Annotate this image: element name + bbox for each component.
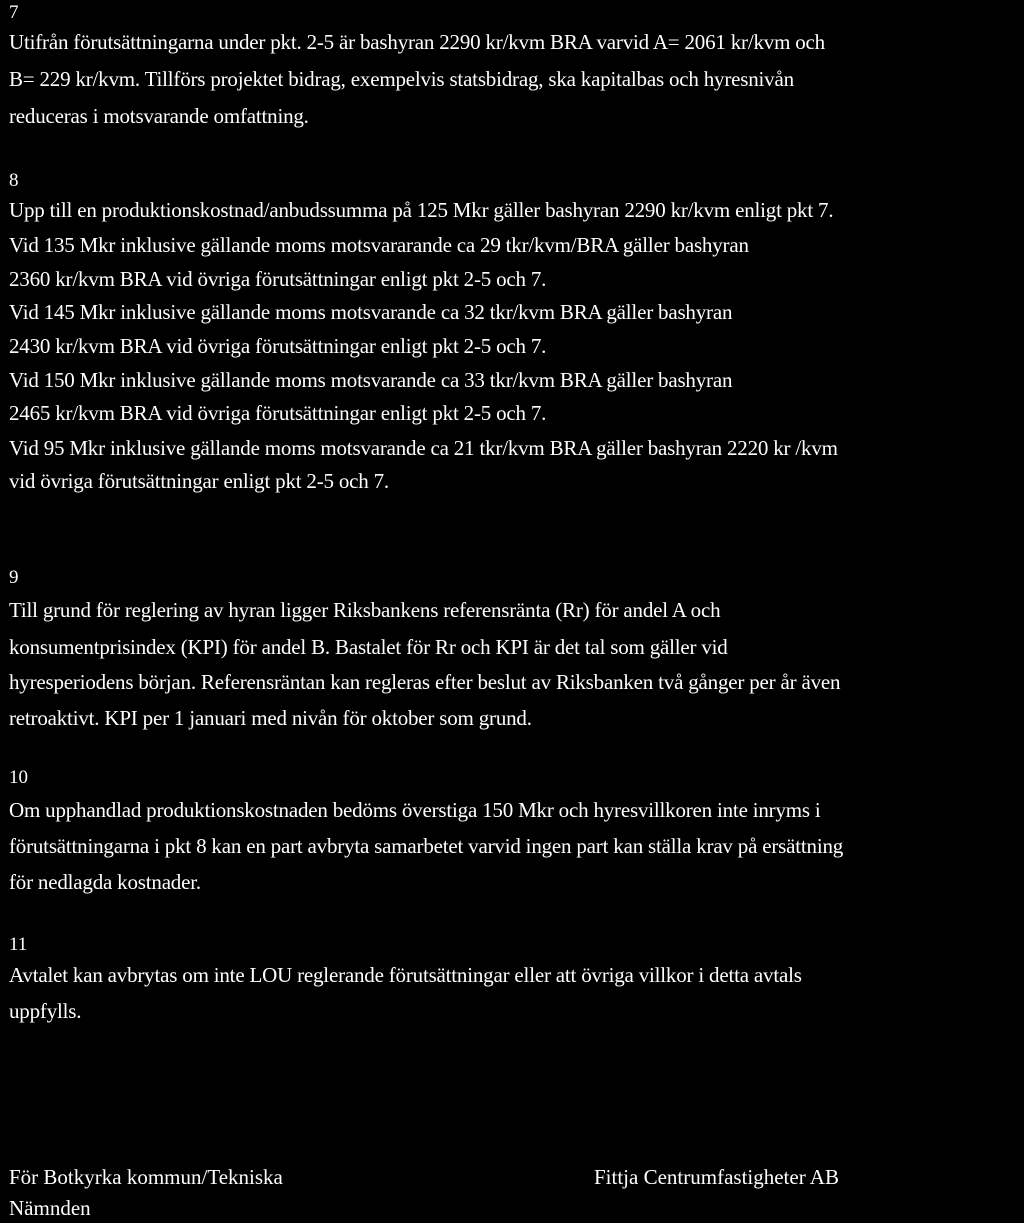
section-number: 8 <box>9 170 19 191</box>
paragraph-line: konsumentprisindex (KPI) för andel B. Bastalet för Rr och KPI är det tal som gäller vid <box>9 635 728 659</box>
signatory-right-line-1: Fittja Centrumfastigheter AB <box>594 1165 839 1189</box>
paragraph-line: uppfylls. <box>9 999 82 1023</box>
section-number: 7 <box>9 2 19 23</box>
paragraph-line: B= 229 kr/kvm. Tillförs projektet bidrag, exempelvis statsbidrag, ska kapitalbas och hyresnivån <box>9 67 794 91</box>
section-number: 11 <box>9 934 28 955</box>
signatory-left-line-2: Nämnden <box>9 1196 91 1220</box>
paragraph-line: Vid 150 Mkr inklusive gällande moms motsvarande ca 33 tkr/kvm BRA gäller bashyran <box>9 368 733 392</box>
paragraph-line: 2360 kr/kvm BRA vid övriga förutsättningar enligt pkt 2-5 och 7. <box>9 267 547 291</box>
paragraph-line: förutsättningarna i pkt 8 kan en part avbryta samarbetet varvid ingen part kan ställa krav på ersättning <box>9 834 844 858</box>
paragraph-line: 2465 kr/kvm BRA vid övriga förutsättningar enligt pkt 2-5 och 7. <box>9 401 547 425</box>
paragraph-line: Till grund för reglering av hyran ligger Riksbankens referensränta (Rr) för andel A och <box>9 598 721 622</box>
paragraph-line: Vid 95 Mkr inklusive gällande moms motsvarande ca 21 tkr/kvm BRA gäller bashyran 2220 kr /kvm <box>9 436 838 460</box>
paragraph-line: Utifrån förutsättningarna under pkt. 2-5 är bashyran 2290 kr/kvm BRA varvid A= 2061 kr/kvm och <box>9 30 825 54</box>
paragraph-line: för nedlagda kostnader. <box>9 870 201 894</box>
paragraph-line: hyresperiodens början. Referensräntan kan regleras efter beslut av Riksbanken två gånger per år även <box>9 670 841 694</box>
paragraph-line: Avtalet kan avbrytas om inte LOU reglerande förutsättningar eller att övriga villkor i detta avtals <box>9 963 802 987</box>
paragraph-line: Vid 145 Mkr inklusive gällande moms motsvarande ca 32 tkr/kvm BRA gäller bashyran <box>9 300 733 324</box>
paragraph-line: Om upphandlad produktionskostnaden bedöms överstiga 150 Mkr och hyresvillkoren inte inryms i <box>9 798 821 822</box>
paragraph-line: retroaktivt. KPI per 1 januari med nivån för oktober som grund. <box>9 706 532 730</box>
signatory-left-line-1: För Botkyrka kommun/Tekniska <box>9 1165 283 1189</box>
section-number: 10 <box>9 767 28 788</box>
paragraph-line: vid övriga förutsättningar enligt pkt 2-5 och 7. <box>9 469 389 493</box>
paragraph-line: reduceras i motsvarande omfattning. <box>9 104 309 128</box>
paragraph-line: Upp till en produktionskostnad/anbudssumma på 125 Mkr gäller bashyran 2290 kr/kvm enligt pkt 7. <box>9 198 834 222</box>
paragraph-line: Vid 135 Mkr inklusive gällande moms motsvararande ca 29 tkr/kvm/BRA gäller bashyran <box>9 233 749 257</box>
paragraph-line: 2430 kr/kvm BRA vid övriga förutsättningar enligt pkt 2-5 och 7. <box>9 334 547 358</box>
section-number: 9 <box>9 567 19 588</box>
